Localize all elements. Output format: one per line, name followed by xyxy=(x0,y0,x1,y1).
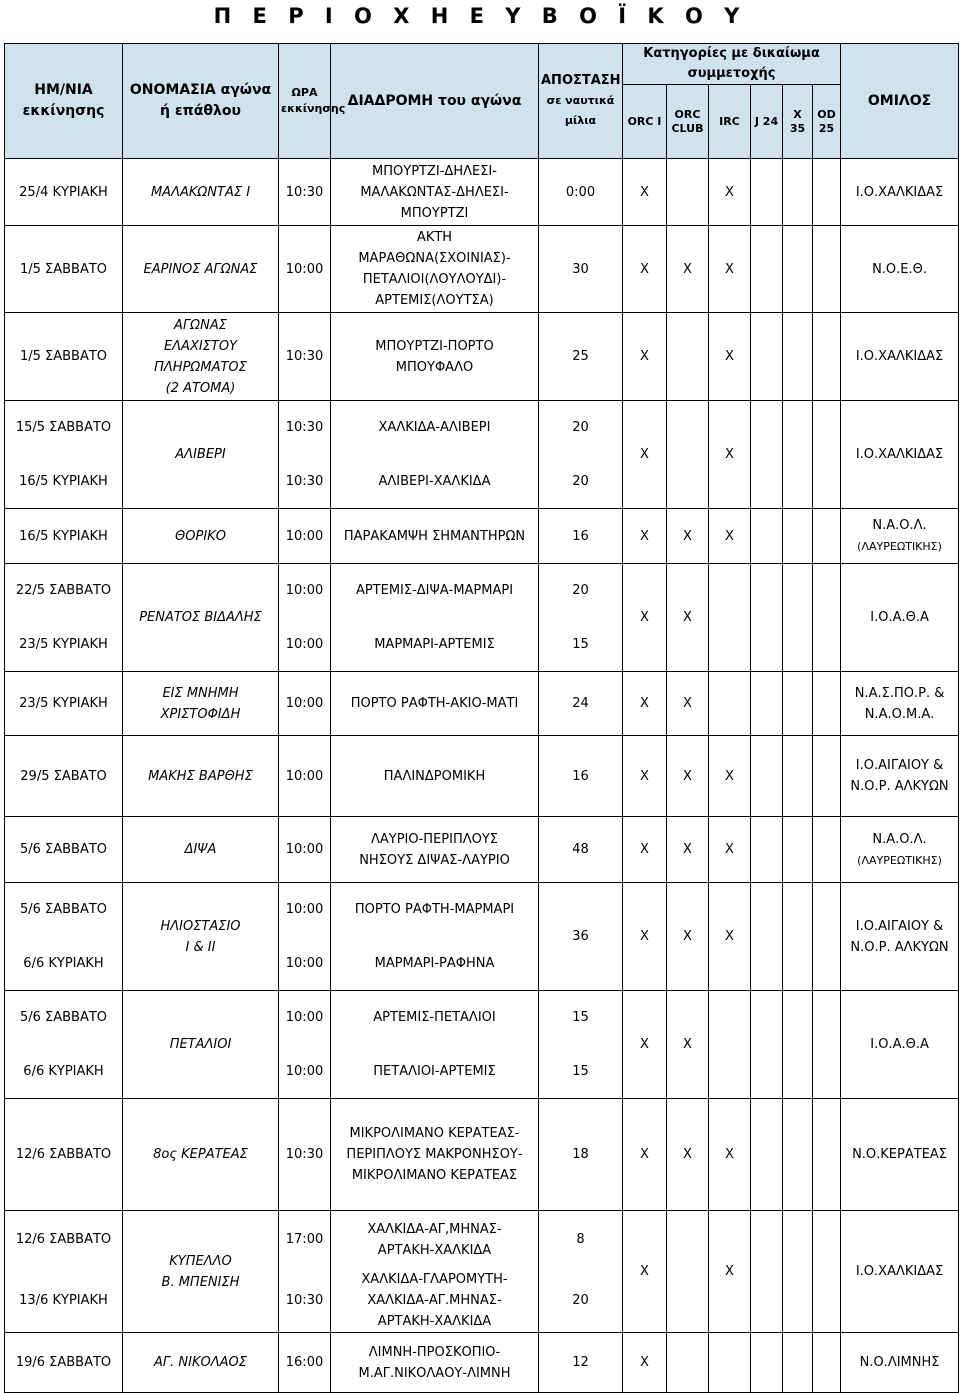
cell-text-line: ΧΡΙΣΤΟΦΙΔΗ xyxy=(160,706,241,722)
cell-route: ΑΛΙΒΕΡΙ-ΧΑΛΚΙΔΑ xyxy=(331,455,539,509)
cell-date: 29/5 ΣΑΒΑΤΟ xyxy=(5,736,123,817)
cell-time: 10:00 xyxy=(279,672,331,736)
cell-text-line: Β. ΜΠΕΝΙΣΗ xyxy=(161,1274,240,1290)
table-cell xyxy=(751,564,783,672)
cell-orc1: Χ xyxy=(623,736,667,817)
cell-irc: Χ xyxy=(709,736,751,817)
cell-orc1: Χ xyxy=(623,313,667,401)
cell-name xyxy=(123,1211,279,1333)
table-cell xyxy=(783,313,813,401)
cell-club xyxy=(841,883,959,991)
cell-text-line: ΟΝΟΜΑΣΙΑ αγώνα xyxy=(129,82,272,98)
table-cell xyxy=(813,817,841,883)
cell-text-line: Ι.Ο.ΑΙΓΑΙΟΥ & xyxy=(855,758,944,773)
table-cell xyxy=(751,817,783,883)
header-cat-j24: J 24 xyxy=(751,85,783,159)
cell-orcclub: Χ xyxy=(667,226,709,313)
cell-text-line: ΑΠΟΣΤΑΣΗ xyxy=(541,73,621,88)
cell-club: Ι.Ο.ΧΑΛΚΙΔΑΣ xyxy=(841,1211,959,1333)
cell-text-line: Ν.Α.Ο.Μ.Α. xyxy=(864,706,935,722)
cell-orc1: Χ xyxy=(623,1099,667,1211)
cell-text-line: ΑΡΤΑΚΗ-ΧΑΛΚΙΔΑ xyxy=(377,1242,492,1258)
cell-route: ΧΑΛΚΙΔΑ-ΑΛΙΒΕΡΙ xyxy=(331,401,539,455)
cell-route: ΑΡΤΕΜΙΣ-ΔΙΨΑ-ΜΑΡΜΑΡΙ xyxy=(331,564,539,618)
table-row xyxy=(5,313,959,401)
cell-orcclub: Χ xyxy=(667,991,709,1099)
cell-distance: 24 xyxy=(539,672,623,736)
cell-text-line: ΝΗΣΟΥΣ ΔΙΨΑΣ-ΛΑΥΡΙΟ xyxy=(359,852,510,868)
cell-text-line: Ι.Ο.ΑΙΓΑΙΟΥ & xyxy=(855,918,944,934)
cell-orcclub xyxy=(667,313,709,401)
table-cell xyxy=(751,1099,783,1211)
cell-orcclub: Χ xyxy=(667,672,709,736)
cell-irc: Χ xyxy=(709,401,751,509)
cell-time: 10:00 xyxy=(279,991,331,1045)
table-cell xyxy=(813,991,841,1099)
cell-date: 25/4 ΚΥΡΙΑΚΗ xyxy=(5,159,123,226)
cell-route xyxy=(331,313,539,401)
cell-route xyxy=(331,817,539,883)
cell-text-line: Ν.Ο.Ρ. ΑΛΚΥΩΝ xyxy=(850,939,949,955)
cell-x35 xyxy=(783,159,813,226)
table-row xyxy=(5,883,959,937)
header-distance xyxy=(539,44,623,159)
table-cell xyxy=(813,883,841,991)
cell-orc1: Χ xyxy=(623,883,667,991)
cell-orcclub xyxy=(667,401,709,509)
table-cell xyxy=(813,564,841,672)
header-cat-irc: IRC xyxy=(709,85,751,159)
cell-club: Ν.Ο.Ε.Θ. xyxy=(841,226,959,313)
table-cell xyxy=(783,1333,813,1393)
cell-date: 6/6 ΚΥΡΙΑΚΗ xyxy=(5,1045,123,1099)
cell-club: Ν.Ο.ΚΕΡΑΤΕΑΣ xyxy=(841,1099,959,1211)
header-route: ΔΙΑΔΡΟΜΗ του αγώνα xyxy=(331,44,539,159)
cell-irc: Χ xyxy=(709,1211,751,1333)
cell-date: 12/6 ΣΑΒΒΑΤΟ xyxy=(5,1099,123,1211)
cell-orc1: Χ xyxy=(623,401,667,509)
cell-orc1: Χ xyxy=(623,817,667,883)
cell-orcclub: Χ xyxy=(667,817,709,883)
cell-distance: 15 xyxy=(539,1045,623,1099)
cell-date: 5/6 ΣΑΒΒΑΤΟ xyxy=(5,883,123,937)
cell-distance: 15 xyxy=(539,618,623,672)
cell-text-line: εκκίνησης xyxy=(281,102,346,115)
cell-text-line: συμμετοχής xyxy=(687,66,776,81)
cell-date: 23/5 ΚΥΡΙΑΚΗ xyxy=(5,618,123,672)
cell-text-line: ΜΠΟΥΦΑΛΟ xyxy=(395,359,474,375)
header-cat-x35: X 35 xyxy=(783,85,813,159)
cell-j24 xyxy=(751,159,783,226)
cell-distance: 48 xyxy=(539,817,623,883)
cell-date: 5/6 ΣΑΒΒΑΤΟ xyxy=(5,817,123,883)
cell-distance: 16 xyxy=(539,736,623,817)
cell-irc: Χ xyxy=(709,226,751,313)
cell-text-line: Ν.Α.Ο.Λ. xyxy=(872,831,927,847)
cell-name: ΔΙΨΑ xyxy=(123,817,279,883)
cell-text-line: CLUB xyxy=(671,121,704,135)
table-cell xyxy=(751,991,783,1099)
cell-orc1: Χ xyxy=(623,1211,667,1333)
cell-route: ΠΑΛΙΝΔΡΟΜΙΚΗ xyxy=(331,736,539,817)
cell-text-line: Ι & ΙΙ xyxy=(185,939,216,955)
cell-distance: 20 xyxy=(539,564,623,618)
cell-time: 10:30 xyxy=(279,1099,331,1211)
cell-text-line: ΛΑΥΡΙΟ-ΠΕΡΙΠΛΟΥΣ xyxy=(370,831,499,847)
cell-name: ΑΛΙΒΕΡΙ xyxy=(123,401,279,509)
table-cell xyxy=(751,672,783,736)
header-cat-orc1: ORC I xyxy=(623,85,667,159)
table-cell xyxy=(751,736,783,817)
header-time xyxy=(279,44,346,159)
cell-orcclub: Χ xyxy=(667,736,709,817)
cell-distance: 15 xyxy=(539,991,623,1045)
page-title: Π Ε Ρ Ι Ο Χ Η Ε Υ Β Ο Ϊ Κ Ο Υ xyxy=(213,4,747,28)
cell-text-line: Ν.Α.Ο.Λ. xyxy=(872,518,927,533)
table-cell xyxy=(783,401,813,509)
cell-text-line: ΑΡΤΕΜΙΣ(ΛΟΥΤΣΑ) xyxy=(375,293,494,308)
cell-distance: 25 xyxy=(539,313,623,401)
cell-distance: 0:00 xyxy=(539,159,623,226)
cell-text-line: εκκίνησης xyxy=(22,103,105,119)
cell-name: 8ος ΚΕΡΑΤΕΑΣ xyxy=(123,1099,279,1211)
cell-name: ΜΑΚΗΣ ΒΑΡΘΗΣ xyxy=(123,736,279,817)
cell-orc1: Χ xyxy=(623,509,667,564)
cell-time: 10:00 xyxy=(279,1045,331,1099)
cell-club: Ι.Ο.Α.Θ.Α xyxy=(841,564,959,672)
cell-distance: 18 xyxy=(539,1099,623,1211)
cell-time: 10:30 xyxy=(279,1269,331,1333)
cell-time: 10:00 xyxy=(279,226,331,313)
cell-club: Ι.Ο.ΧΑΛΚΙΔΑΣ xyxy=(841,159,959,226)
cell-name: ΑΓ. ΝΙΚΟΛΑΟΣ xyxy=(123,1333,279,1393)
cell-name: ΡΕΝΑΤΟΣ ΒΙΔΑΛΗΣ xyxy=(123,564,279,672)
table-cell xyxy=(751,883,783,991)
cell-orcclub: Χ xyxy=(667,564,709,672)
cell-name: ΠΕΤΑΛΙΟΙ xyxy=(123,991,279,1099)
cell-time: 10:00 xyxy=(279,564,331,618)
cell-route: ΜΑΡΜΑΡΙ-ΑΡΤΕΜΙΣ xyxy=(331,618,539,672)
cell-irc xyxy=(709,672,751,736)
cell-club: Ν.Ο.ΛΙΜΝΗΣ xyxy=(841,1333,959,1393)
cell-orcclub xyxy=(667,1211,709,1333)
table-row xyxy=(5,564,959,618)
cell-time: 10:00 xyxy=(279,736,331,817)
cell-date: 16/5 ΚΥΡΙΑΚΗ xyxy=(5,455,123,509)
table-cell xyxy=(751,226,783,313)
cell-time: 16:00 xyxy=(279,1333,331,1393)
table-cell xyxy=(783,509,813,564)
cell-irc: Χ xyxy=(709,1099,751,1211)
cell-route xyxy=(331,1269,539,1333)
cell-orc1: Χ xyxy=(623,564,667,672)
table-row xyxy=(5,736,959,817)
cell-distance: 20 xyxy=(539,455,623,509)
table-cell xyxy=(813,672,841,736)
cell-text-line: ORC xyxy=(674,107,701,121)
table-cell xyxy=(783,736,813,817)
cell-text-line: Μ.ΑΓ.ΝΙΚΟΛΑΟΥ-ΛΙΜΝΗ xyxy=(358,1365,511,1381)
cell-orc1: Χ xyxy=(623,672,667,736)
cell-distance: 20 xyxy=(539,401,623,455)
table-cell xyxy=(783,1211,813,1333)
cell-distance: 30 xyxy=(539,226,623,313)
cell-time: 10:00 xyxy=(279,883,331,937)
table-row xyxy=(5,226,959,313)
cell-club xyxy=(841,817,959,883)
table-cell xyxy=(813,509,841,564)
cell-irc: Χ xyxy=(709,313,751,401)
cell-route: ΠΟΡΤΟ ΡΑΦΤΗ-ΜΑΡΜΑΡΙ xyxy=(331,883,539,937)
cell-text-line: Ν.Α.Σ.ΠΟ.Ρ. & xyxy=(854,685,945,701)
cell-route: ΠΕΤΑΛΙΟΙ-ΑΡΤΕΜΙΣ xyxy=(331,1045,539,1099)
cell-orc1: Χ xyxy=(623,226,667,313)
cell-text-line: ΠΕΡΙΠΛΟΥΣ ΜΑΚΡΟΝΗΣΟΥ- xyxy=(346,1147,523,1162)
header-cat-od25 xyxy=(813,85,841,159)
table-cell xyxy=(813,401,841,509)
table-cell xyxy=(783,991,813,1099)
table-cell xyxy=(783,226,813,313)
cell-orcclub: Χ xyxy=(667,1099,709,1211)
cell-route xyxy=(331,1333,539,1393)
table-cell xyxy=(813,1333,841,1393)
cell-orcclub: Χ xyxy=(667,883,709,991)
cell-distance: 12 xyxy=(539,1333,623,1393)
cell-irc: Χ xyxy=(709,817,751,883)
cell-date: 23/5 ΚΥΡΙΑΚΗ xyxy=(5,672,123,736)
cell-irc xyxy=(709,564,751,672)
cell-text-line: ΜΠΟΥΡΤΖΙ-ΔΗΛΕΣΙ- xyxy=(372,163,497,179)
cell-club: Ι.Ο.ΧΑΛΚΙΔΑΣ xyxy=(841,313,959,401)
cell-club xyxy=(841,509,959,564)
cell-od25 xyxy=(813,159,841,226)
cell-route xyxy=(331,1211,539,1269)
cell-irc: Χ xyxy=(709,159,751,226)
table-row xyxy=(5,672,959,736)
cell-text-line: ΕΙΣ ΜΝΗΜΗ xyxy=(162,685,239,701)
cell-text-line: Ν.Ο.Ρ. ΑΛΚΥΩΝ xyxy=(850,779,949,794)
cell-text-line: σε ναυτικά xyxy=(546,94,615,107)
table-cell xyxy=(783,672,813,736)
cell-name xyxy=(123,672,279,736)
cell-route xyxy=(331,1099,539,1211)
table-cell xyxy=(813,226,841,313)
cell-route: ΠΟΡΤΟ ΡΑΦΤΗ-ΑΚΙΟ-ΜΑΤΙ xyxy=(331,672,539,736)
table-header xyxy=(5,44,959,159)
cell-text-line: ΜΑΛΑΚΩΝΤΑΣ-ΔΗΛΕΣΙ- xyxy=(360,184,509,200)
table-cell xyxy=(813,736,841,817)
cell-name: ΜΑΛΑΚΩΝΤΑΣ Ι xyxy=(123,159,279,226)
cell-irc xyxy=(709,991,751,1099)
header-cat-orcclub xyxy=(667,85,709,159)
cell-irc: Χ xyxy=(709,883,751,991)
cell-orcclub xyxy=(667,1333,709,1393)
cell-text-line: Κατηγορίες με δικαίωμα xyxy=(643,46,820,61)
cell-text-line: μίλια xyxy=(564,114,597,127)
table-cell xyxy=(813,1211,841,1333)
cell-route xyxy=(331,226,539,313)
cell-text-line: ΠΕΤΑΛΙΟΙ(ΛΟΥΛΟΥΔΙ)- xyxy=(362,272,507,287)
table-row xyxy=(5,1211,959,1269)
table-cell xyxy=(783,1099,813,1211)
table-row xyxy=(5,1333,959,1393)
cell-date: 22/5 ΣΑΒΒΑΤΟ xyxy=(5,564,123,618)
cell-text-line: ΗΛΙΟΣΤΑΣΙΟ xyxy=(160,918,241,934)
cell-distance: 20 xyxy=(539,1269,623,1333)
table-cell xyxy=(751,509,783,564)
cell-time: 10:30 xyxy=(279,455,331,509)
cell-text-line: ή επάθλου xyxy=(160,103,241,119)
cell-irc xyxy=(709,1333,751,1393)
cell-date: 12/6 ΣΑΒΒΑΤΟ xyxy=(5,1211,123,1269)
cell-text-line: ΕΛΑΧΙΣΤΟΥ xyxy=(163,338,238,354)
cell-name xyxy=(123,313,279,401)
cell-irc: Χ xyxy=(709,509,751,564)
cell-time: 10:00 xyxy=(279,817,331,883)
table-cell xyxy=(751,313,783,401)
cell-route: ΠΑΡΑΚΑΜΨΗ ΣΗΜΑΝΤΗΡΩΝ xyxy=(331,509,539,564)
header-categories xyxy=(623,44,841,85)
cell-orcclub xyxy=(667,159,709,226)
table-cell xyxy=(751,1211,783,1333)
header-date xyxy=(5,44,123,159)
table-cell xyxy=(751,1333,783,1393)
table-row xyxy=(5,991,959,1045)
cell-orc1: Χ xyxy=(623,991,667,1099)
cell-name: ΘΟΡΙΚΟ xyxy=(123,509,279,564)
cell-time: 10:30 xyxy=(279,159,331,226)
cell-name: ΕΑΡΙΝΟΣ ΑΓΩΝΑΣ xyxy=(123,226,279,313)
cell-orc1: Χ xyxy=(623,159,667,226)
table-cell xyxy=(813,1099,841,1211)
cell-text-line: ΧΑΛΚΙΔΑ-ΑΓ,ΜΗΝΑΣ- xyxy=(367,1221,502,1237)
cell-text-line: ΚΥΠΕΛΛΟ xyxy=(169,1253,232,1269)
cell-date: 6/6 ΚΥΡΙΑΚΗ xyxy=(5,937,123,991)
cell-text-line: 25 xyxy=(818,121,835,135)
table-row xyxy=(5,509,959,564)
cell-date: 1/5 ΣΑΒΒΑΤΟ xyxy=(5,313,123,401)
regatta-table xyxy=(4,43,959,1393)
cell-text-line: ΧΑΛΚΙΔΑ-ΓΛΑΡΟΜΥΤΗ- xyxy=(361,1271,508,1287)
cell-route: ΑΡΤΕΜΙΣ-ΠΕΤΑΛΙΟΙ xyxy=(331,991,539,1045)
cell-text-line: OD xyxy=(817,107,836,121)
cell-date: 15/5 ΣΑΒΒΑΤΟ xyxy=(5,401,123,455)
cell-time: 10:00 xyxy=(279,509,331,564)
cell-name xyxy=(123,883,279,991)
cell-date: 1/5 ΣΑΒΒΑΤΟ xyxy=(5,226,123,313)
cell-date: 19/6 ΣΑΒΒΑΤΟ xyxy=(5,1333,123,1393)
cell-text-line: ΑΡΤΑΚΗ-ΧΑΛΚΙΔΑ xyxy=(377,1313,492,1329)
cell-club: Ι.Ο.Α.Θ.Α xyxy=(841,991,959,1099)
cell-date: 13/6 ΚΥΡΙΑΚΗ xyxy=(5,1269,123,1333)
cell-text-line: ΠΛΗΡΩΜΑΤΟΣ xyxy=(154,359,247,375)
cell-time: 10:30 xyxy=(279,401,331,455)
header-name xyxy=(123,44,279,159)
cell-text-line: (ΛΑΥΡΕΩΤΙΚΗΣ) xyxy=(857,853,942,867)
cell-time: 10:30 xyxy=(279,313,331,401)
cell-club xyxy=(841,672,959,736)
cell-date: 5/6 ΣΑΒΒΑΤΟ xyxy=(5,991,123,1045)
cell-text-line: ΜΙΚΡΟΛΙΜΑΝΟ ΚΕΡΑΤΕΑΣ xyxy=(351,1168,518,1183)
cell-text-line: (ΛΑΥΡΕΩΤΙΚΗΣ) xyxy=(857,540,942,553)
cell-text-line: ΜΑΡΑΘΩΝΑ(ΣΧΟΙΝΙΑΣ)- xyxy=(358,251,511,266)
table-cell xyxy=(783,817,813,883)
cell-distance: 36 xyxy=(539,883,623,991)
cell-orc1: Χ xyxy=(623,1333,667,1393)
cell-distance: 8 xyxy=(539,1211,623,1269)
cell-text-line: ΑΚΤΗ xyxy=(416,230,453,245)
table-cell xyxy=(783,883,813,991)
table-row xyxy=(5,401,959,455)
table-row xyxy=(5,817,959,883)
cell-text-line: ΩΡΑ xyxy=(291,86,318,99)
table-cell xyxy=(751,401,783,509)
cell-route xyxy=(331,159,539,226)
cell-orcclub: Χ xyxy=(667,509,709,564)
table-cell xyxy=(813,313,841,401)
cell-club xyxy=(841,736,959,817)
cell-text-line: ΑΓΩΝΑΣ xyxy=(174,317,227,333)
cell-text-line: ΛΙΜΝΗ-ΠΡΟΣΚΟΠΙΟ- xyxy=(368,1344,501,1360)
table-row xyxy=(5,159,959,226)
header-club: ΟΜΙΛΟΣ xyxy=(841,44,959,159)
cell-date: 16/5 ΚΥΡΙΑΚΗ xyxy=(5,509,123,564)
cell-text-line: ΜΙΚΡΟΛΙΜΑΝΟ ΚΕΡΑΤΕΑΣ- xyxy=(349,1126,520,1141)
table-row xyxy=(5,1099,959,1211)
table-cell xyxy=(783,564,813,672)
cell-time: 17:00 xyxy=(279,1211,331,1269)
cell-text-line: (2 ΑΤΟΜΑ) xyxy=(165,380,236,396)
cell-text-line: ΧΑΛΚΙΔΑ-ΑΓ.ΜΗΝΑΣ- xyxy=(367,1292,502,1308)
cell-text-line: ΜΠΟΥΡΤΖΙ xyxy=(400,205,469,221)
cell-club: Ι.Ο.ΧΑΛΚΙΔΑΣ xyxy=(841,401,959,509)
cell-distance: 16 xyxy=(539,509,623,564)
cell-time: 10:00 xyxy=(279,618,331,672)
cell-time: 10:00 xyxy=(279,937,331,991)
cell-text-line: ΗΜ/ΝΙΑ xyxy=(34,82,93,98)
cell-text-line: ΜΠΟΥΡΤΖΙ-ΠΟΡΤΟ xyxy=(375,338,494,354)
cell-route: ΜΑΡΜΑΡΙ-ΡΑΦΗΝΑ xyxy=(331,937,539,991)
